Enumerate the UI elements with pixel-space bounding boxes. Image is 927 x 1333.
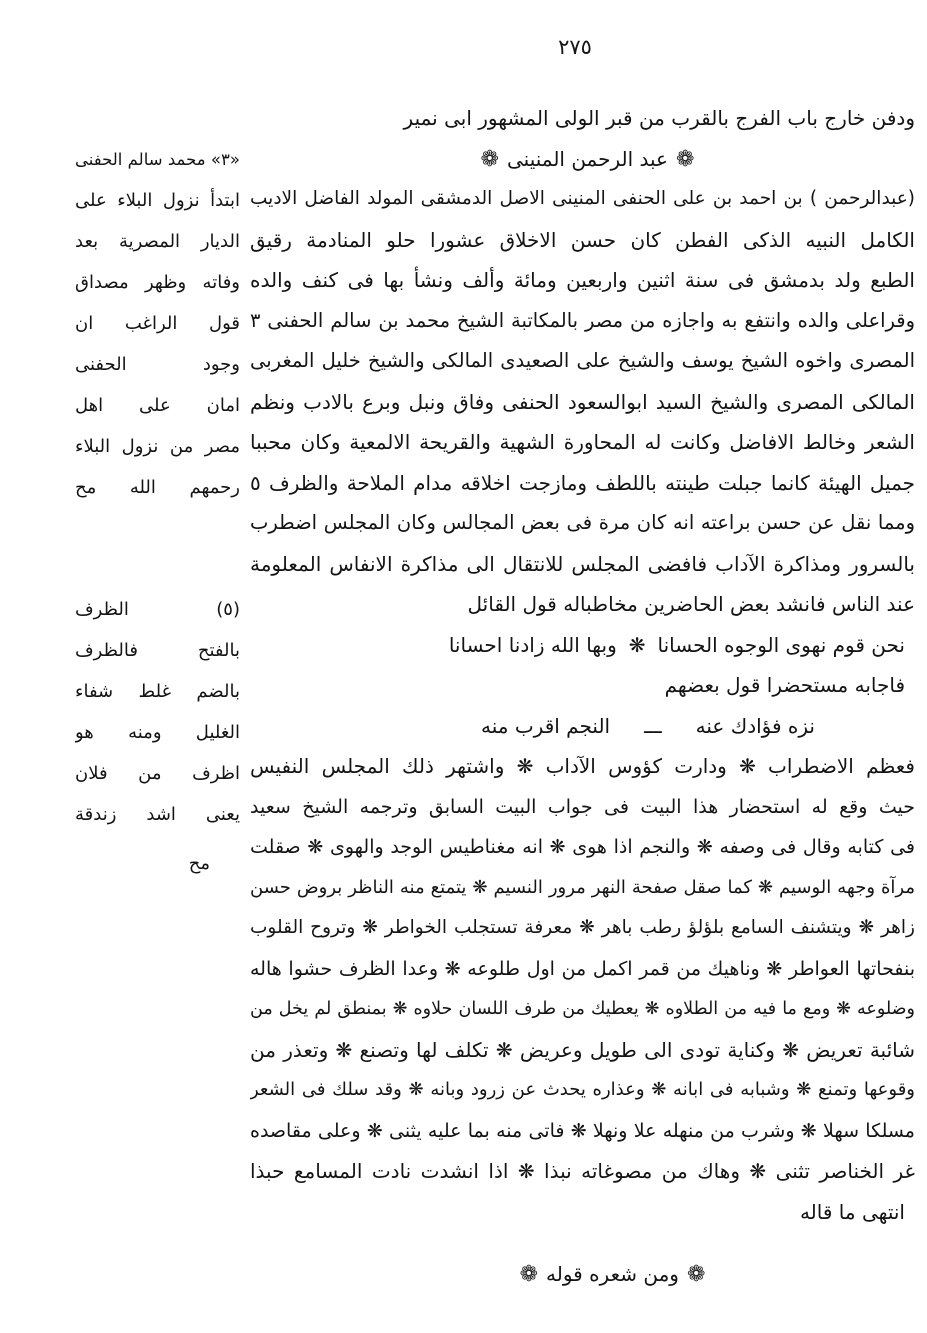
text-line: انتهى ما قاله xyxy=(799,1199,905,1224)
verse-separator: ـــ xyxy=(644,713,662,738)
verse-hemistich: نزه فؤادك عنه xyxy=(695,713,815,738)
star-separator-icon: ❋ xyxy=(628,632,646,657)
section-heading xyxy=(250,139,915,180)
text-line: المصرى واخوه الشيخ يوسف والشيخ على الصعيدى المالكى والشيخ خليل المغربى xyxy=(250,349,915,372)
margin-note-line: مح xyxy=(188,853,210,874)
text-line: فاجابه مستحضرا قول بعضهم xyxy=(664,673,905,697)
text-line: غر الخناصر تثنى ❋ وهاك من مصوغاته نبذا ❋ اذا انشدت نادت المسامع حبذا xyxy=(250,1159,915,1183)
margin-note-line: بالضم غلط شفاء xyxy=(75,681,240,702)
text-line: (عبدالرحمن ) بن احمد بن على الحنفى المنينى الاصل الدمشقى المولد الفاضل الاديب xyxy=(250,188,915,209)
margin-note-line: رحمهم الله مح xyxy=(75,477,240,498)
margin-note-line: وفاته وظهر مصداق xyxy=(75,272,240,293)
margin-note-line: وجود الحفنى xyxy=(75,354,240,375)
verse-line xyxy=(250,706,915,747)
text-line: وقوعها وتمنع ❋ وشبابه فى ابانه ❋ وعذاره يحدث عن زرود وبانه ❋ وقد سلك فى الشعر xyxy=(250,1079,915,1100)
text-line: ودفن خارج باب الفرج بالقرب من قبر الولى المشهور ابى نمير xyxy=(403,106,915,130)
margin-note-line: بالفتح فالظرف xyxy=(75,640,240,661)
verse-hemistich: نحن قوم نهوى الوجوه الحسانا xyxy=(657,632,905,657)
margin-note-line: الديار المصرية بعد xyxy=(75,231,240,252)
text-line: ومما نقل عن حسن براعته انه كان مرة فى بعض المجالس وكان المجلس اضطرب xyxy=(250,511,915,534)
verse-hemistich: النجم اقرب منه xyxy=(481,713,611,738)
text-line: فعظم الاضطراب ❋ ودارت كؤوس الآداب ❋ واشتهر ذلك المجلس النفيس xyxy=(250,754,915,778)
main-text-column xyxy=(250,98,915,1295)
text-line: بنفحاتها العواطر ❋ وناهيك من قمر اكمل من اول طلوعه ❋ وعدا الظرف حشوا هاله xyxy=(250,957,915,980)
text-line: بالسرور ومذاكرة الآداب فافضى المجلس للانتقال الى مذاكرة الانفاس المعلومة xyxy=(250,551,915,576)
heading-title: ومن شعره قوله xyxy=(546,1262,679,1286)
text-line: الشعر وخالط الافاضل وكانت له المحاورة الشهية والقريحة الالمعية وكان محببا xyxy=(250,430,915,454)
text-line: وضلوعه ❋ ومع ما فيه من الطلاوه ❋ يعطيك من طرف اللسان حلاوه ❋ بمنطق لم يخل من xyxy=(250,999,915,1019)
margin-note-line: اظرف من فلان xyxy=(75,763,240,784)
margin-note-line: (٥) الظرف xyxy=(75,599,240,620)
page-number: ٢٧٥ xyxy=(558,35,592,59)
text-line: جميل الهيئة كانما جبلت طينته باللطف ومازجت اخلاقه مدام الملاحة والظرف ٥ xyxy=(250,470,915,495)
text-line: مرآة وجهه الوسيم ❋ كما صقل صفحة النهر مرور النسيم ❋ يتمتع منه الناظر بروض حسن xyxy=(250,876,915,898)
text-line: فى كتابه وقال فى وصفه ❋ والنجم اذا هوى ❋ انه مغناطيس الوجد والهوى ❋ صقلت xyxy=(250,836,915,858)
fleuron-icon: ❁ xyxy=(686,1262,706,1287)
verse-line xyxy=(250,625,915,666)
verse-hemistich: وبها الله زادنا احسانا xyxy=(448,632,617,657)
text-line: وقراعلى والده وانتفع به واجازه من مصر بالمكاتبة الشيخ محمد بن سالم الحفنى ٣ xyxy=(250,308,915,332)
margin-note-line: ابتدأ نزول البلاء على xyxy=(75,190,240,211)
text-line: حيث وقع له استحضار هذا البيت فى جواب البيت السابق وترجمه الشيخ سعيد xyxy=(250,795,915,818)
text-line: المالكى المصرى والشيخ السيد ابوالسعود الحنفى وفاق ونبل وبرع بالادب ونظم xyxy=(250,389,915,414)
margin-note-5 xyxy=(75,590,240,885)
text-line: مسلكا سهلا ❋ وشرب من منهله علا ونهلا ❋ فاتى منه بما عليه يثنى ❋ وعلى مقاصده xyxy=(250,1119,915,1142)
margin-note-3 xyxy=(75,140,240,509)
margin-note-line: امان على اهل xyxy=(75,395,240,416)
margin-note-line: مصر من نزول البلاء xyxy=(75,436,240,457)
text-line: عند الناس فانشد بعض الحاضرين مخاطباله قول القائل xyxy=(467,592,915,616)
margin-note-line: قول الراغب ان xyxy=(75,313,240,334)
margin-note-line: يعنى اشد زندقة xyxy=(75,804,240,825)
margin-note-line: الغليل ومنه هو xyxy=(75,722,240,743)
fleuron-icon: ❁ xyxy=(519,1262,539,1287)
section-heading xyxy=(250,1254,915,1295)
heading-title: عبد الرحمن المنينى xyxy=(506,146,668,171)
text-line: الطبع ولد بدمشق فى سنة اثنين واربعين ومائة وألف ونشأ بها فى كنف والده xyxy=(250,268,915,292)
fleuron-icon: ❁ xyxy=(676,146,695,172)
fleuron-icon: ❁ xyxy=(480,146,499,172)
text-line: الكامل النبيه الذكى الفطن كان حسن الاخلاق عشورا حلو المنادمة رقيق xyxy=(250,227,915,252)
text-line: زاهر ❋ ويتشنف السامع بلؤلؤ رطب باهر ❋ معرفة تستجلب الخواطر ❋ وتروح القلوب xyxy=(250,917,915,938)
text-line: شائبة تعريض ❋ وكناية تودى الى طويل وعريض ❋ تكلف لها وتصنع ❋ وتعذر من xyxy=(250,1037,915,1062)
margin-note-line: «٣» محمد سالم الحفنى xyxy=(75,150,240,169)
